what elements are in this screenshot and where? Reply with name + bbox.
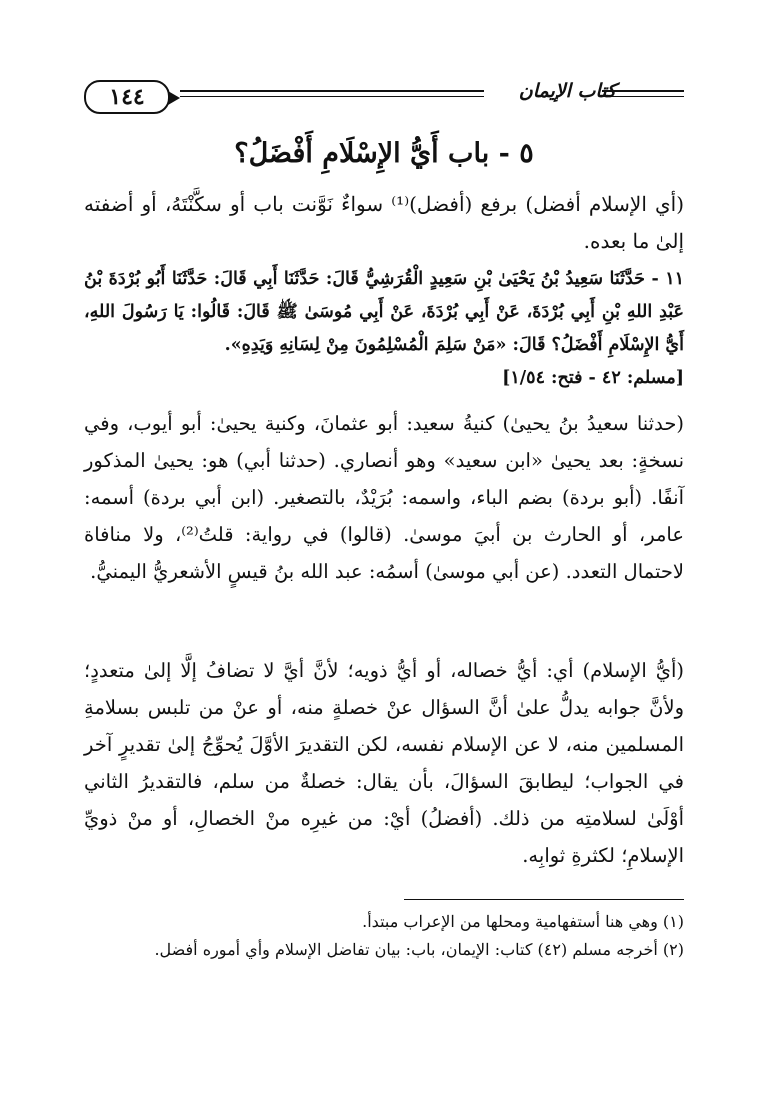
footnote-divider <box>404 899 684 900</box>
footnote: (١) وهي هنا أستفهامية ومحلها من الإعراب مبتدأ. <box>362 912 684 931</box>
intro-paragraph: (أي الإسلام أفضل) برفع (أفضل)⁽¹⁾ سواءٌ نَوَّنت باب أو سكَّنْتَهُ، أو أضفته إلىٰ ما بعده. <box>84 192 685 253</box>
commentary-paragraph: (حدثنا سعيدُ بنُ يحيىٰ) كنيةُ سعيد: أبو عثمانَ، وكنية يحيىٰ: أبو أيوب، وفي نسخةٍ: بعد يحيىٰ «ابن سعيد» وهو أنصاري. (حدثنا أبي) هو: يحيىٰ المذكور آنفًا. (أبو بردة) بضم الباء، واسمه: بُرَيْدٌ، بالتصغير. (ابن أبي بردة) أسمه: عامر، أو الحارث بن أبيَ موسىٰ. (قالوا) في رواية: قلتُ⁽²⁾، ولا منافاة لاحتمال التعدد. (عن أبي موسىٰ) أسمُه: عبد الله بنُ قيسٍ الأشعريُّ اليمنيُّ. <box>84 412 684 583</box>
header-rule <box>180 96 484 97</box>
chapter-title: ٥ - باب أَيُّ الإِسْلَامِ أَفْضَلُ؟ <box>234 138 534 169</box>
page-number: ١٤٤ <box>84 80 170 114</box>
commentary-paragraph: (أيُّ الإسلام) أي: أيُّ خصاله، أو أيُّ ذويه؛ لأنَّ أيَّ لا تضافُ إلَّا إلىٰ متعددٍ؛ ولأنَّ جوابه يدلُّ علىٰ أنَّ السؤال عنْ خصلةٍ منه، أو عنْ من تلبس بسلامةِ المسلمين منه، لا عن الإسلام نفسه، لكن التقديرَ الأوَّلَ يُحوِّجُ إلىٰ تقديرٍ آخر في الجواب؛ ليطابقَ السؤالَ، بأن يقال: خصلةٌ من سلم، فالتقديرُ الثاني أوْلَىٰ لسلامتِه من ذلك. (أفضلُ) أيْ: من غيرِه منْ الخصالِ، أو منْ ذويِّ الإسلامِ؛ لكثرةِ ثوابِه. <box>84 659 684 867</box>
header-rule <box>602 96 684 97</box>
hadith-reference: [مسلم: ٤٢ - فتح: ١/٥٤] <box>502 368 684 388</box>
header-rule <box>602 90 684 92</box>
running-title: كتاب الإيمان <box>518 80 616 102</box>
book-page <box>84 0 684 1110</box>
header-rule <box>180 90 484 92</box>
running-header <box>84 78 684 114</box>
footnote: (٢) أخرجه مسلم (٤٢) كتاب: الإيمان، باب: بيان تفاضل الإسلام وأي أموره أفضل. <box>154 940 684 959</box>
hadith-text: ١١ - حَدَّثَنَا سَعِيدُ بْنُ يَحْيَىٰ بْنِ سَعِيدٍ الْقُرَشِيُّ قَالَ: حَدَّثَنَا أَبِي قَالَ: حَدَّثَنَا أَبُو بُرْدَةَ بْنُ عَبْدِ اللهِ بْنِ أَبِي بُرْدَةَ، عَنْ أَبِي بُرْدَةَ، عَنْ أَبِي مُوسَىٰ ﷺ قَالَ: قَالُوا: يَا رَسُولَ اللهِ، أَيُّ الإِسْلَامِ أَفْضَلُ؟ قَالَ: «مَنْ سَلِمَ الْمُسْلِمُونَ مِنْ لِسَانِهِ وَيَدِهِ». <box>84 269 684 355</box>
